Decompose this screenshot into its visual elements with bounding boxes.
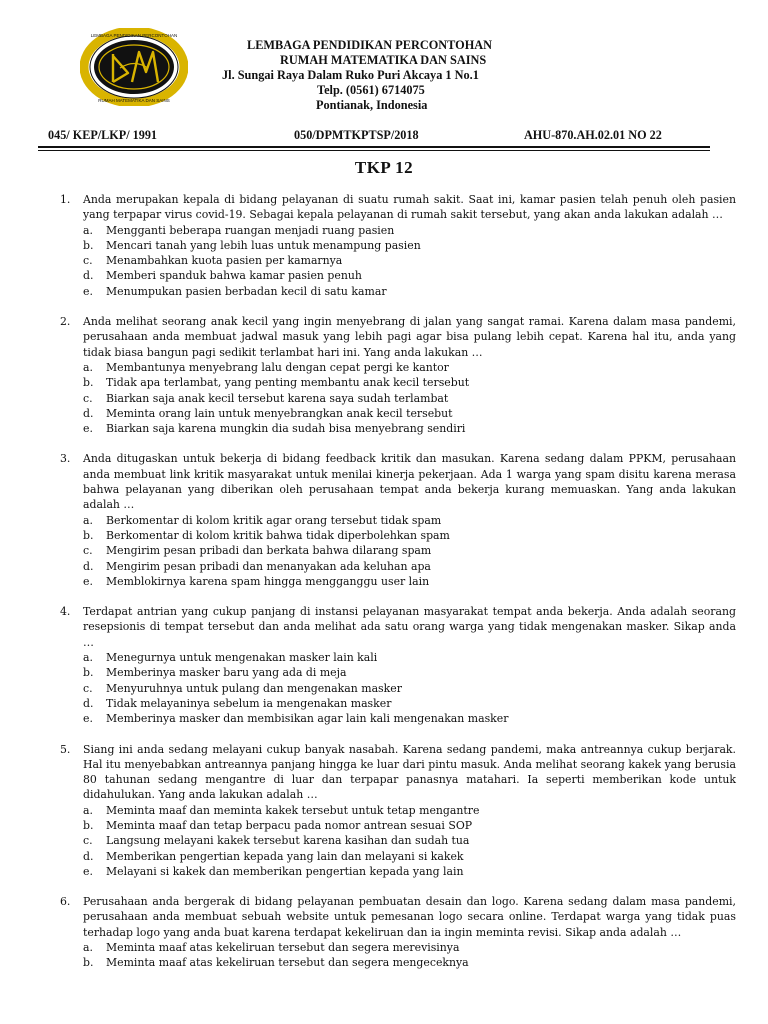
option-letter: d.	[83, 269, 94, 283]
option-text: Biarkan saja karena mungkin dia sudah bisa menyebrang sendiri	[106, 422, 466, 436]
question-text: Anda melihat seorang anak kecil yang ingin menyebrang di jalan yang sangat ramai. Karena dalam masa pandemi, perusahaan anda membuat jadwal masuk yang lebih pagi agar bisa pulang lebih cepat. Karena hal itu, anda yang tidak biasa bangun pagi sedikit terlambat hari ini. Yang anda lakukan …	[83, 315, 736, 359]
option-letter: b.	[83, 956, 94, 970]
option-text: Meminta orang lain untuk menyebrangkan anak kecil tersebut	[106, 406, 453, 420]
option-text: Tidak apa terlambat, yang penting membantu anak kecil tersebut	[106, 376, 470, 390]
option-text: Meminta maaf atas kekeliruan tersebut dan segera mengeceknya	[106, 956, 469, 970]
question-text: Anda merupakan kepala di bidang pelayanan di suatu rumah sakit. Saat ini, kamar pasien telah penuh oleh pasien yang terpapar virus covid-19. Sebagai kepala pelayanan di rumah sakit tersebut, yang akan anda lakukan adalah …	[83, 193, 736, 222]
option-text: Menegurnya untuk mengenakan masker lain kali	[106, 651, 378, 665]
answer-option	[83, 543, 736, 558]
answer-option	[83, 574, 736, 589]
question-text: Anda ditugaskan untuk bekerja di bidang feedback kritik dan masukan. Karena sedang dalam PPKM, perusahaan anda membuat link kritik masyarakat untuk menilai kinerja pekerjaan. Ada 1 warga yang spam disitu karena merasa bahwa pelayanan yang diberikan oleh perusahaan tempat anda bekerja kurang memuaskan. Yang anda lakukan adalah …	[83, 452, 736, 512]
option-letter: e.	[83, 712, 93, 726]
option-letter: c.	[83, 681, 93, 695]
answer-option	[83, 650, 736, 665]
question-item	[60, 604, 736, 726]
option-letter: c.	[83, 834, 93, 848]
option-text: Memberi spanduk bahwa kamar pasien penuh	[106, 269, 362, 283]
answer-option	[83, 513, 736, 528]
answer-option	[83, 833, 736, 848]
option-letter: c.	[83, 254, 93, 268]
answer-option	[83, 268, 736, 283]
option-letter: a.	[83, 941, 93, 955]
question-number: 6.	[60, 895, 71, 909]
option-text: Meminta maaf dan tetap berpacu pada nomor antrean sesuai SOP	[106, 818, 473, 832]
answer-option	[83, 665, 736, 680]
header-rule-thin	[38, 150, 710, 151]
question-number: 5.	[60, 742, 71, 756]
option-letter: c.	[83, 544, 93, 558]
answer-option	[83, 681, 736, 696]
institution-name: LEMBAGA PENDIDIKAN PERCONTOHAN	[247, 38, 493, 52]
registration-number: 050/DPMTKPTSP/2018	[294, 128, 419, 142]
option-text: Memberinya masker baru yang ada di meja	[106, 666, 347, 680]
option-text: Mengirim pesan pribadi dan menanyakan ada keluhan apa	[106, 559, 431, 573]
option-letter: e.	[83, 422, 93, 436]
question-number: 1.	[60, 193, 71, 206]
institution-phone: Telp. (0561) 6714075	[317, 83, 425, 97]
header-rule-thick	[38, 146, 710, 148]
question-item	[60, 192, 736, 299]
answer-option	[83, 559, 736, 574]
answer-option	[83, 849, 736, 864]
option-text: Membantunya menyebrang lalu dengan cepat pergi ke kantor	[106, 360, 449, 374]
page-title: TKP 12	[354, 158, 414, 177]
option-letter: a.	[83, 360, 93, 374]
option-letter: a.	[83, 513, 93, 527]
answer-option	[83, 284, 736, 299]
option-text: Meminta maaf dan meminta kakek tersebut untuk tetap mengantre	[106, 803, 480, 817]
question-list	[60, 192, 736, 986]
option-letter: a.	[83, 651, 93, 665]
logo-bottom-text: RUMAH MATEMATIKA DAN SAINS	[98, 98, 170, 103]
answer-option	[83, 696, 736, 711]
registration-number: AHU-870.AH.02.01 NO 22	[524, 128, 662, 142]
option-text: Memberikan pengertian kepada yang lain dan melayani si kakek	[106, 849, 464, 863]
option-letter: e.	[83, 574, 93, 588]
option-letter: b.	[83, 238, 94, 252]
option-text: Melayani si kakek dan memberikan pengertian kepada yang lain	[106, 864, 464, 878]
option-letter: e.	[83, 864, 93, 878]
option-text: Tidak melayaninya sebelum ia mengenakan masker	[106, 696, 392, 710]
registration-numbers	[48, 128, 708, 144]
option-letter: a.	[83, 803, 93, 817]
institution-address: Jl. Sungai Raya Dalam Ruko Puri Akcaya 1 No.1	[222, 68, 479, 82]
option-letter: c.	[83, 391, 93, 405]
answer-option	[83, 223, 736, 238]
option-text: Berkomentar di kolom kritik bahwa tidak diperbolehkan spam	[106, 528, 450, 542]
question-item	[60, 451, 736, 589]
answer-option	[83, 711, 736, 726]
option-text: Meminta maaf atas kekeliruan tersebut dan segera merevisinya	[106, 941, 460, 955]
option-letter: d.	[83, 559, 94, 573]
option-text: Mengirim pesan pribadi dan berkata bahwa dilarang spam	[106, 544, 432, 558]
option-letter: b.	[83, 666, 94, 680]
option-letter: a.	[83, 223, 93, 237]
option-text: Mengganti beberapa ruangan menjadi ruang pasien	[106, 223, 395, 237]
question-item	[60, 314, 736, 436]
institution-logo	[80, 28, 188, 106]
answer-option	[83, 391, 736, 406]
question-number: 2.	[60, 315, 71, 329]
institution-subname: RUMAH MATEMATIKA DAN SAINS	[280, 53, 487, 67]
question-text: Perusahaan anda bergerak di bidang pelayanan pembuatan desain dan logo. Karena sedang dalam masa pandemi, perusahaan anda membuat sebuah website untuk pemesanan logo secara online. Terdapat warga yang tidak puas terhadap logo yang anda buat karena terdapat kekeliruan dan ia ingin meminta revisi. Sikap anda adalah …	[83, 895, 736, 939]
question-text: Terdapat antrian yang cukup panjang di instansi pelayanan masyarakat tempat anda bekerja. Anda adalah seorang resepsionis di tempat tersebut dan anda melihat ada satu orang warga yang tidak mengenakan masker. Sikap anda …	[83, 605, 736, 649]
option-text: Biarkan saja anak kecil tersebut karena saya sudah terlambat	[106, 391, 449, 405]
answer-option	[83, 375, 736, 390]
answer-option	[83, 818, 736, 833]
answer-option	[83, 864, 736, 879]
option-text: Menambahkan kuota pasien per kamarnya	[106, 254, 343, 268]
answer-option	[83, 360, 736, 375]
answer-option	[83, 803, 736, 818]
answer-option	[83, 253, 736, 268]
option-letter: d.	[83, 406, 94, 420]
question-number: 4.	[60, 605, 71, 619]
option-text: Memblokirnya karena spam hingga mengganggu user lain	[106, 574, 430, 588]
logo-top-text: LEMBAGA PENDIDIKAN PERCONTOHAN	[90, 33, 178, 38]
option-letter: b.	[83, 376, 94, 390]
question-item	[60, 742, 736, 880]
answer-option	[83, 528, 736, 543]
registration-number: 045/ KEP/LKP/ 1991	[48, 128, 158, 142]
institution-city: Pontianak, Indonesia	[316, 98, 428, 112]
option-letter: d.	[83, 696, 94, 710]
question-text: Siang ini anda sedang melayani cukup banyak nasabah. Karena sedang pandemi, maka antreannya cukup berjarak. Hal itu menyebabkan antreannya panjang hingga ke luar dari pintu masuk. Anda melihat seorang kakek yang berusia 80 tahunan sedang mengantre di luar dan terpapar panasnya matahari. Ia seperti memberikan kode untuk didahulukan. Yang anda lakukan adalah …	[83, 742, 736, 802]
answer-option	[83, 940, 736, 955]
option-letter: e.	[83, 284, 93, 298]
question-number: 3.	[60, 452, 71, 466]
option-letter: b.	[83, 528, 94, 542]
option-text: Mencari tanah yang lebih luas untuk menampung pasien	[106, 238, 421, 252]
option-text: Langsung melayani kakek tersebut karena kasihan dan sudah tua	[106, 834, 470, 848]
answer-option	[83, 406, 736, 421]
question-item	[60, 894, 736, 970]
option-text: Berkomentar di kolom kritik agar orang tersebut tidak spam	[106, 513, 442, 527]
answer-option	[83, 238, 736, 253]
option-text: Menyuruhnya untuk pulang dan mengenakan masker	[106, 681, 402, 695]
answer-option	[83, 955, 736, 970]
institution-address-block	[210, 38, 610, 113]
option-text: Menumpukan pasien berbadan kecil di satu kamar	[106, 284, 387, 298]
option-letter: b.	[83, 818, 94, 832]
option-text: Memberinya masker dan membisikan agar lain kali mengenakan masker	[106, 712, 509, 726]
answer-option	[83, 421, 736, 436]
option-letter: d.	[83, 849, 94, 863]
